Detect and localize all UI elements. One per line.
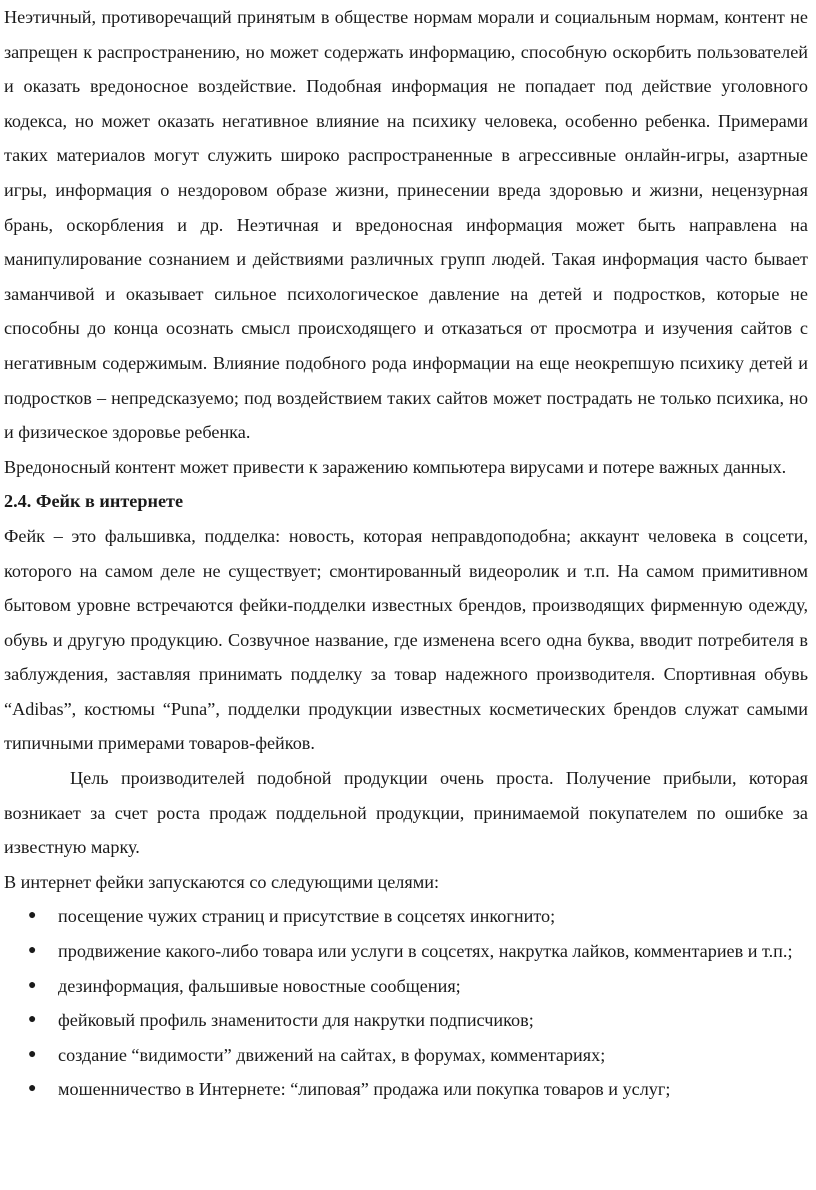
paragraph-producers-goal: Цель производителей подобной продукции очень проста. Получение прибыли, которая возникает за счет роста продаж поддельной продукции, принимаемой покупателем по ошибке за известную марку. — [4, 768, 808, 858]
paragraph-goals-intro: В интернет фейки запускаются со следующими целями: — [4, 871, 440, 892]
list-item: ● дезинформация, фальшивые новостные сообщения; — [4, 969, 808, 1004]
bullet-icon: ● — [28, 1046, 37, 1062]
bullet-icon: ● — [28, 943, 37, 959]
section-heading-fake: 2.4. Фейк в интернете — [4, 491, 184, 512]
bullet-icon: ● — [28, 977, 37, 993]
list-item: ● фейковый профиль знаменитости для накрутки подписчиков; — [4, 1003, 808, 1038]
bullet-icon: ● — [28, 908, 37, 924]
list-item: ● посещение чужих страниц и присутствие в соцсетях инкогнито; — [4, 899, 808, 934]
bullet-icon: ● — [28, 1012, 37, 1028]
list-item: ● продвижение какого-либо товара или услуги в соцсетях, накрутка лайков, комментариев и т.п.; — [4, 934, 808, 969]
paragraph-unethical-content: Неэтичный, противоречащий принятым в обществе нормам морали и социальным нормам, контент не запрещен к распространению, но может содержать информацию, способную оскорбить пользователей и оказать вредоносное воздействие. Подобная информация не попадает под действие уголовного кодекса, но может оказать негативное влияние на психику человека, особенно ребенка. Примерами таких материалов могут служить широко распространенные в агрессивные онлайн-игры, азартные игры, информация о нездоровом образе жизни, принесении вреда здоровью и жизни, нецензурная брань, оскорбления и др. Неэтичная и вредоносная информация может быть направлена на манипулирование сознанием и действиями различных групп людей. Такая информация часто бывает заманчивой и оказывает сильное психологическое давление на детей и подростков, которые не способны до конца осознать смысл происходящего и отказаться от просмотра и изучения сайтов с негативным содержимым. Влияние подобного рода информации на еще неокрепшую психику детей и подростков – непредсказуемо; под воздействием таких сайтов может пострадать не только психика, но и физическое здоровье ребенка. — [4, 7, 808, 443]
paragraph-malicious-content: Вредоносный контент может привести к заражению компьютера вирусами и потере важных данных. — [4, 456, 787, 477]
list-item: ● создание “видимости” движений на сайтах, в форумах, комментариях; — [4, 1038, 808, 1073]
list-item: ● мошенничество в Интернете: “липовая” продажа или покупка товаров и услуг; — [4, 1072, 808, 1107]
bullet-icon: ● — [28, 1081, 37, 1097]
paragraph-fake-definition: Фейк – это фальшивка, подделка: новость, которая неправдоподобна; аккаунт человека в соцсети, которого на самом деле не существует; смонтированный видеоролик и т.п. На самом примитивном бытовом уровне встречаются фейки-подделки известных брендов, производящих фирменную одежду, обувь и другую продукцию. Созвучное название, где изменена всего одна буква, вводит потребителя в заблуждения, заставляя принимать подделку за товар надежного производителя. Спортивная обувь “Adibas”, костюмы “Puna”, подделки продукции известных косметических брендов служат самыми типичными примерами товаров-фейков. — [4, 525, 808, 754]
goals-list — [4, 899, 808, 1107]
